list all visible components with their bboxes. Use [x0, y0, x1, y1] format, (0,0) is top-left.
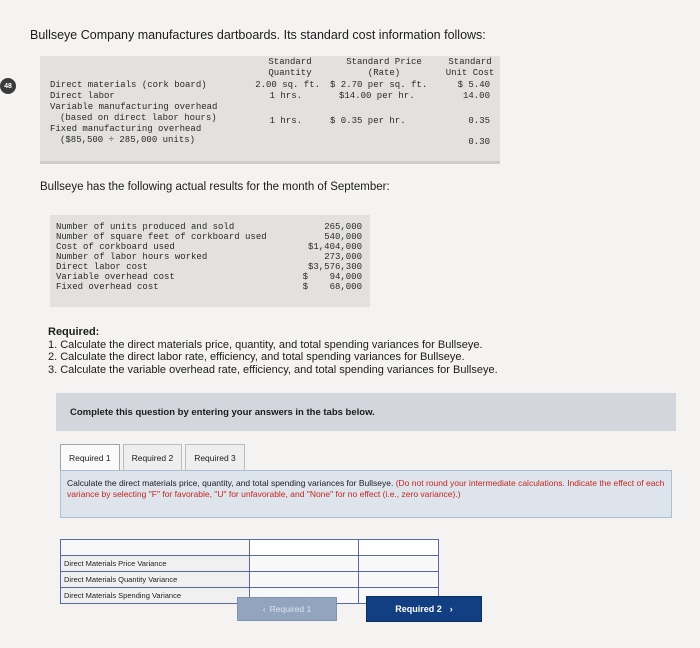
required-section — [48, 326, 498, 376]
variance-label: Direct Materials Price Variance — [61, 556, 250, 572]
actual-results-intro: Bullseye has the following actual results for the month of September: — [40, 181, 390, 193]
instruction-main: Calculate the direct materials price, quantity, and total spending variances for Bullseye. — [67, 478, 394, 488]
actual-value: $1,404,000 — [307, 242, 362, 252]
next-button-label: Required 2 — [395, 604, 442, 614]
actual-value: $3,576,300 — [307, 262, 362, 272]
row-unit: 0.35 — [468, 116, 490, 126]
table-row — [61, 572, 439, 588]
tab-bar — [60, 444, 248, 469]
header-blank — [250, 540, 359, 556]
next-required-button[interactable] — [366, 596, 482, 622]
header-quantity — [260, 57, 320, 79]
quantity-variance-effect-select[interactable] — [358, 572, 438, 588]
page-title: Bullseye Company manufactures dartboards. Its standard cost information follows: — [30, 28, 486, 42]
row-label: Direct materials (cork board) — [50, 80, 207, 90]
tab-required-2[interactable]: Required 2 — [123, 444, 183, 470]
header-price — [336, 57, 432, 79]
header-blank — [358, 540, 438, 556]
instruction-note: (Do not round your intermediate calculations. Indicate the effect of each variance by selecting "F" for favorable, "U" for unfavorable, and "None" for no effect (i.e., zero variance).) — [67, 478, 665, 499]
table-row — [61, 556, 439, 572]
prev-button-label: Required 1 — [269, 604, 312, 614]
variance-label: Direct Materials Spending Variance — [61, 588, 250, 604]
header-price-line1: Standard Price — [346, 57, 422, 67]
row-unit: 14.00 — [462, 91, 490, 101]
actual-label: Direct labor cost — [56, 262, 148, 272]
required-item-2: 2. Calculate the direct labor rate, efficiency, and total spending variances for Bullseye. — [48, 351, 465, 363]
question-number-badge: 48 — [0, 78, 16, 94]
row-label: Fixed manufacturing overhead — [50, 124, 202, 134]
row-price: $ 0.35 per hr. — [330, 116, 406, 126]
tab-required-3[interactable]: Required 3 — [185, 444, 245, 470]
variance-table — [60, 539, 439, 604]
row-price: $14.00 per hr. — [339, 91, 415, 101]
row-label: ($85,500 ÷ 285,000 units) — [60, 135, 196, 145]
header-unit-line1: Standard — [448, 57, 492, 67]
actual-value: 265,000 — [324, 222, 362, 232]
header-quantity-line1: Standard — [268, 57, 312, 67]
row-label: (based on direct labor hours) — [60, 113, 217, 123]
price-variance-amount-input[interactable] — [250, 556, 359, 572]
prev-required-button[interactable] — [237, 597, 337, 621]
actual-value: 540,000 — [324, 232, 362, 242]
chevron-left-icon: ‹ — [262, 604, 266, 614]
actual-label: Cost of corkboard used — [56, 242, 175, 252]
table-row — [61, 540, 439, 556]
row-label: Direct labor — [50, 91, 115, 101]
actual-label: Number of labor hours worked — [56, 252, 208, 262]
complete-instruction-text: Complete this question by entering your answers in the tabs below. — [70, 406, 375, 418]
actual-value: $ 68,000 — [302, 282, 362, 292]
header-unit-line2: Unit Cost — [445, 68, 495, 78]
actual-label: Number of units produced and sold — [56, 222, 235, 232]
required-item-1: 1. Calculate the direct materials price, quantity, and total spending variances for Bullseye. — [48, 338, 483, 351]
price-variance-effect-select[interactable] — [358, 556, 438, 572]
quantity-variance-amount-input[interactable] — [250, 572, 359, 588]
complete-instruction-bar — [56, 393, 676, 431]
actual-value: 273,000 — [324, 252, 362, 262]
header-unit-cost — [442, 57, 498, 79]
row-label: Variable manufacturing overhead — [50, 102, 218, 112]
row-qty: 1 hrs. — [269, 91, 302, 101]
tab-required-1[interactable]: Required 1 — [60, 444, 120, 470]
header-price-line2: (Rate) — [367, 68, 401, 78]
actual-label: Fixed overhead cost — [56, 282, 159, 292]
chevron-right-icon: › — [449, 604, 453, 614]
actual-results-table — [50, 215, 370, 307]
tab-instruction — [60, 470, 672, 518]
standard-cost-table — [40, 56, 500, 164]
variance-label — [61, 540, 250, 556]
required-item-3: 3. Calculate the variable overhead rate, efficiency, and total spending variances for Bullseye. — [48, 363, 498, 376]
variance-label: Direct Materials Quantity Variance — [61, 572, 250, 588]
actual-value: $ 94,000 — [302, 272, 362, 282]
header-quantity-line2: Quantity — [268, 68, 312, 78]
actual-label: Number of square feet of corkboard used — [56, 232, 267, 242]
row-qty: 1 hrs. — [269, 116, 302, 126]
row-unit: 0.30 — [468, 137, 490, 147]
row-price: $ 2.70 per sq. ft. — [330, 80, 428, 90]
actual-label: Variable overhead cost — [56, 272, 175, 282]
row-qty: 2.00 sq. ft. — [255, 80, 320, 90]
row-unit: $ 5.40 — [457, 80, 490, 90]
required-heading: Required: — [48, 326, 100, 338]
